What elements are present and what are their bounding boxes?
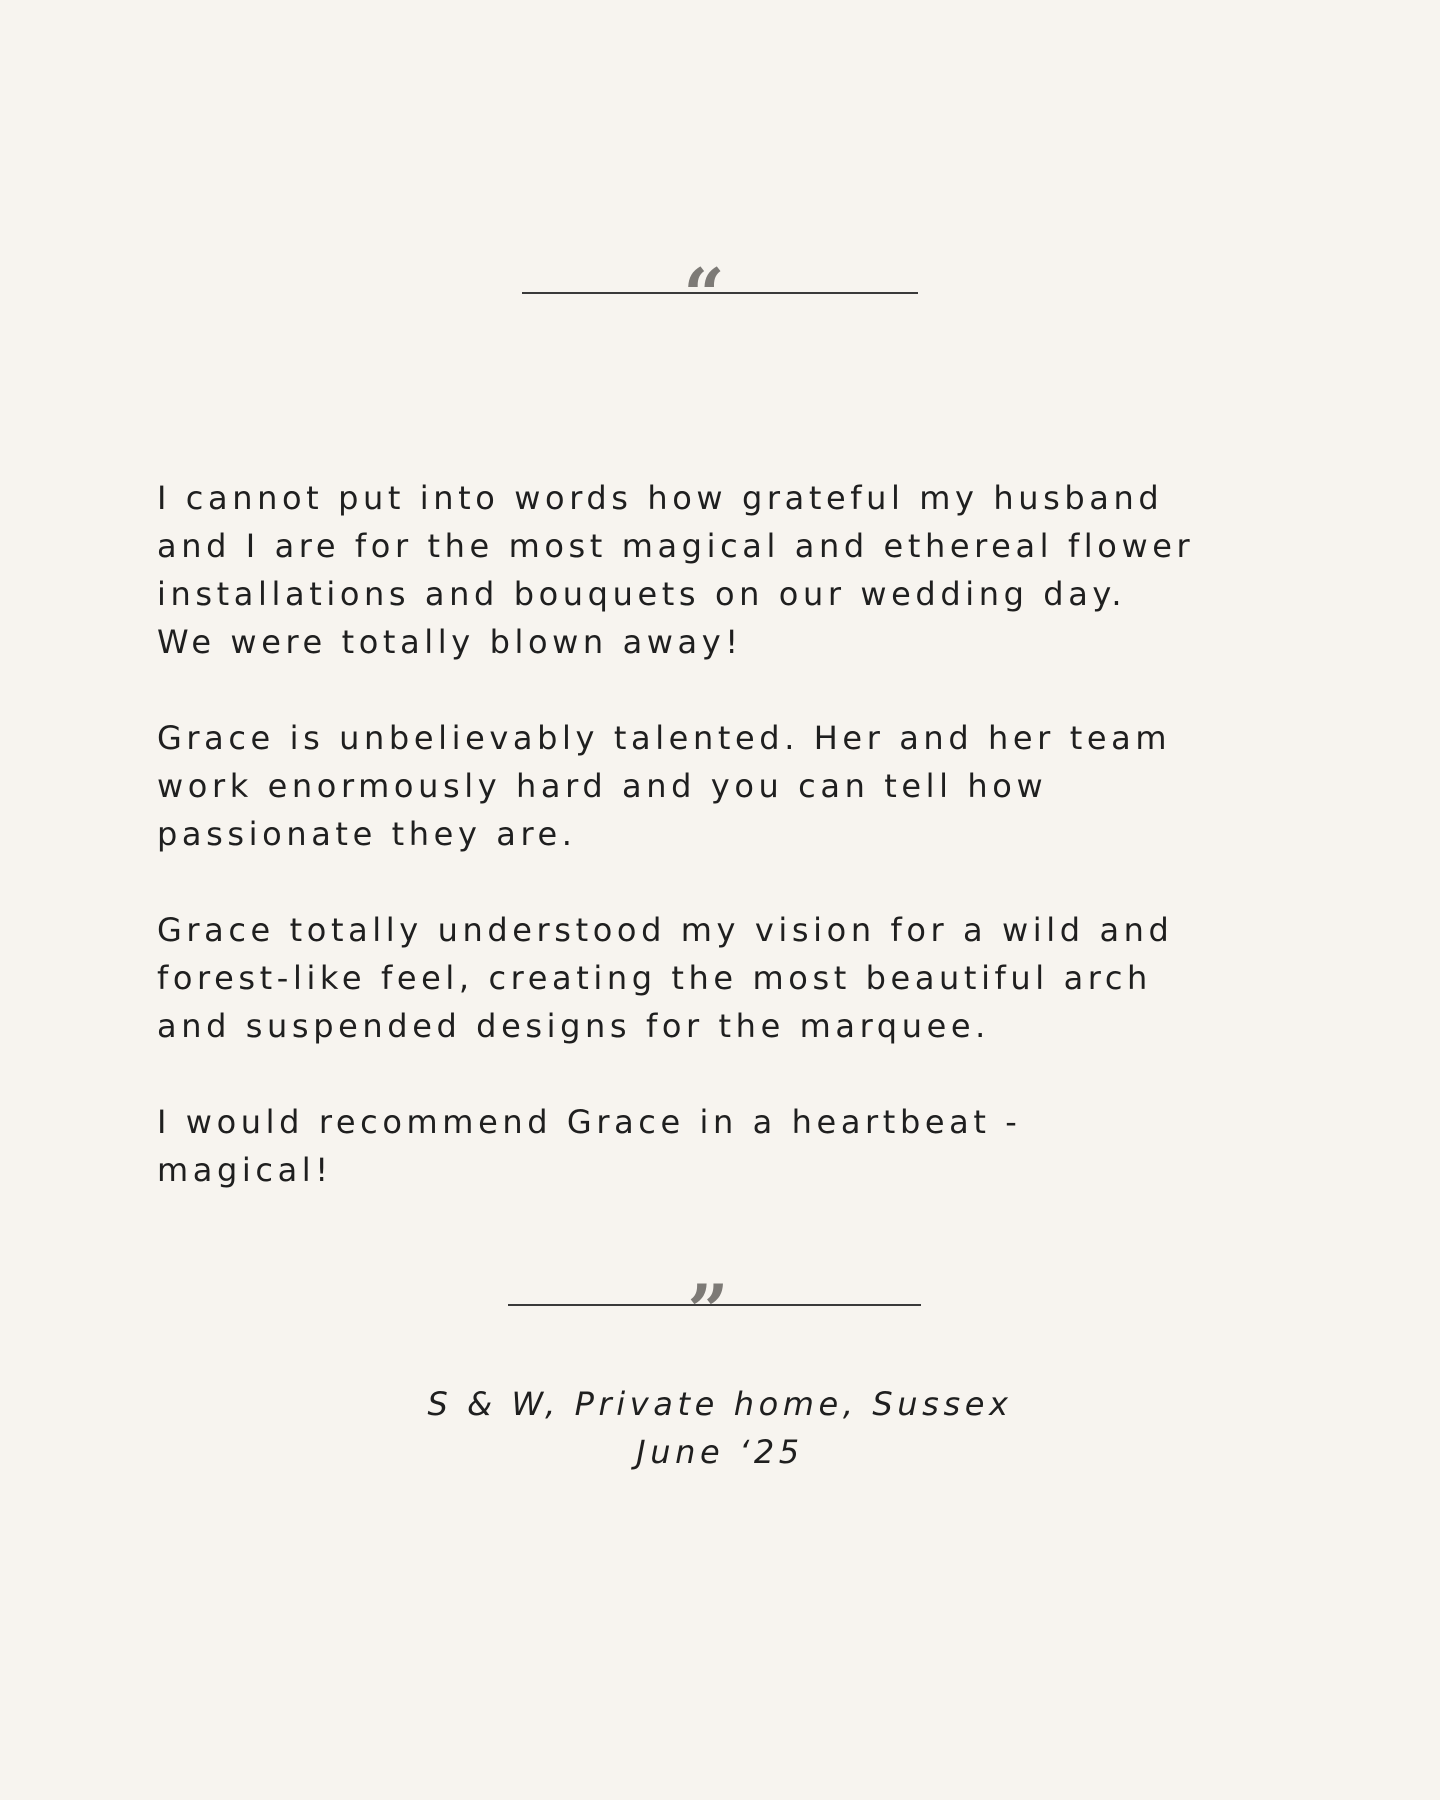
- closing-quote-divider: [0, 1268, 1440, 1353]
- testimonial-body: [157, 474, 1317, 1242]
- testimonial-paragraph-1: I cannot put into words how grateful my husband and I are for the most magical and ethereal flower installations and bouquets on our wedding day. We were totally blown away!: [157, 479, 1195, 661]
- attribution-date: June ‘25: [636, 1433, 804, 1471]
- attribution: [0, 1380, 1440, 1476]
- testimonial-paragraph-3: Grace totally understood my vision for a wild and forest-like feel, creating the most beautiful arch and suspended designs for the marquee.: [157, 911, 1174, 1045]
- attribution-client-location: S & W, Private home, Sussex: [427, 1385, 1013, 1423]
- close-quote-icon: ”: [687, 1268, 729, 1353]
- open-quote-icon: “: [683, 252, 725, 337]
- testimonial-paragraph-2: Grace is unbelievably talented. Her and her team work enormously hard and you can tell how passionate they are.: [157, 719, 1172, 853]
- testimonial-paragraph-4: I would recommend Grace in a heartbeat - magical!: [157, 1103, 1022, 1189]
- opening-quote-divider: [0, 252, 1440, 337]
